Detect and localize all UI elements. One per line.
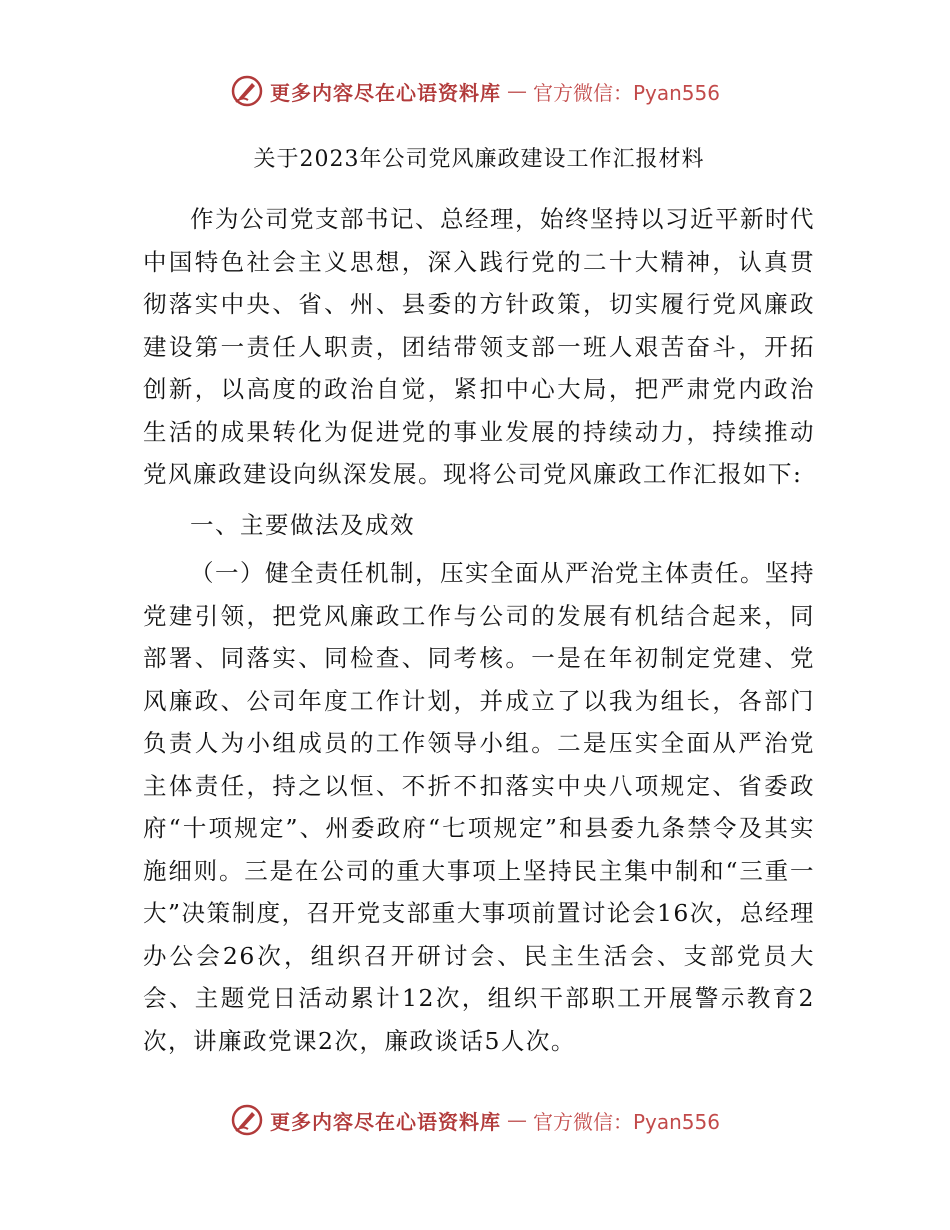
footer-brand-text: 更多内容尽在心语资料库 — [269, 1109, 501, 1134]
document-body — [143, 142, 815, 1062]
section-paragraph: （一）健全责任机制，压实全面从严治党主体责任。坚持党建引领，把党风廉政工作与公司的发展有机结合起来，同部署、同落实、同检查、同考核。一是在年初制定党建、党风廉政、公司年度工作计划，并成立了以我为组长，各部门负责人为小组成员的工作领导小组。二是压实全面从严治党主体责任，持之以恒、不折不扣落实中央八项规定、省委政府“十项规定”、州委政府“七项规定”和县委九条禁令及其实施细则。三是在公司的重大事项上坚持民主集中制和“三重一大”决策制度，召开党支部重大事项前置讨论会16次，总经理办公会26次，组织召开研讨会、民主生活会、支部党员大会、主题党日活动累计12次，组织干部职工开展警示教育2次，讲廉政党课2次，廉政谈话5人次。 — [143, 559, 815, 1055]
banner-wechat-text: 官方微信：Pyan556 — [532, 80, 720, 105]
pen-seal-icon — [230, 1103, 264, 1137]
page-title: 关于2023年公司党风廉政建设工作汇报材料 — [253, 147, 705, 172]
footer-wechat-text: 官方微信：Pyan556 — [532, 1109, 720, 1134]
section-heading: 一、主要做法及成效 — [190, 510, 415, 539]
footer-banner — [0, 1100, 950, 1140]
banner-separator: — — [506, 79, 527, 103]
banner-brand-text: 更多内容尽在心语资料库 — [269, 80, 501, 105]
pen-seal-icon — [230, 74, 264, 108]
header-banner — [0, 71, 950, 111]
footer-separator: — — [506, 1108, 527, 1132]
intro-paragraph: 作为公司党支部书记、总经理，始终坚持以习近平新时代中国特色社会主义思想，深入践行党的二十大精神，认真贯彻落实中央、省、州、县委的方针政策，切实履行党风廉政建设第一责任人职责，团结带领支部一班人艰苦奋斗，开拓创新，以高度的政治自觉，紧扣中心大局，把严肃党内政治生活的成果转化为促进党的事业发展的持续动力，持续推动党风廉政建设向纵深发展。现将公司党风廉政工作汇报如下: — [143, 205, 815, 488]
